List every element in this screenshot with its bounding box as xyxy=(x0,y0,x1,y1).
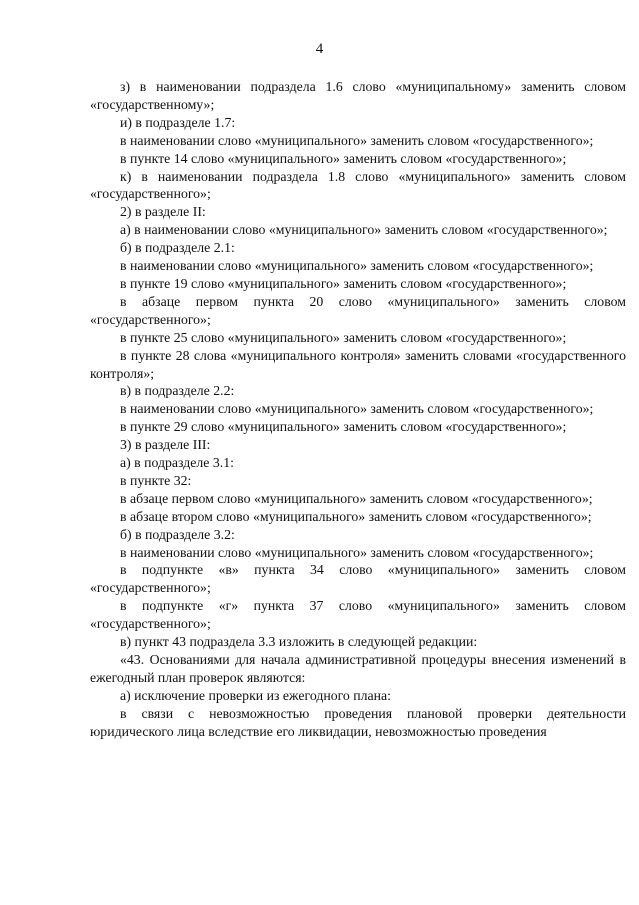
paragraph: 2) в разделе II: xyxy=(120,204,206,220)
paragraph: в) пункт 43 подраздела 3.3 изложить в следующей редакции: xyxy=(120,634,478,650)
paragraph: в наименовании слово «муниципального» заменить словом «государственного»; xyxy=(120,258,594,274)
paragraph: б) в подразделе 3.2: xyxy=(120,526,235,542)
paragraph: б) в подразделе 2.1: xyxy=(120,240,235,256)
paragraph: и) в подразделе 1.7: xyxy=(120,114,236,130)
paragraph: к) в наименовании подраздела 1.8 слово «муниципального» заменить словом «государственного»; xyxy=(90,168,626,202)
paragraph: в пункте 29 слово «муниципального» заменить словом «государственного»; xyxy=(120,419,567,435)
paragraph: в наименовании слово «муниципального» заменить словом «государственного»; xyxy=(120,401,594,417)
paragraph: в связи с невозможностью проведения плановой проверки деятельности юридического лица вследствие его ликвидации, невозможностью проведения xyxy=(90,705,626,739)
paragraph: в пункте 19 слово «муниципального» заменить словом «государственного»; xyxy=(120,275,567,291)
page-number: 4 xyxy=(315,41,324,57)
paragraph: в подпункте «в» пункта 34 слово «муниципального» заменить словом «государственного»; xyxy=(90,562,626,596)
paragraph: а) в подразделе 3.1: xyxy=(120,455,234,471)
paragraph: в абзаце первом слово «муниципального» заменить словом «государственного»; xyxy=(120,490,593,506)
paragraph: в пункте 14 слово «муниципального» заменить словом «государственного»; xyxy=(120,150,567,166)
paragraph: а) в наименовании слово «муниципального» заменить словом «государственного»; xyxy=(120,222,608,238)
paragraph: в) в подразделе 2.2: xyxy=(120,383,235,399)
paragraph: а) исключение проверки из ежегодного плана: xyxy=(120,687,392,703)
paragraph: в пункте 28 слова «муниципального контроля» заменить словами «государственного контроля»; xyxy=(90,347,626,381)
paragraph: в абзаце первом пункта 20 слово «муниципального» заменить словом «государственного»; xyxy=(90,293,626,327)
paragraph: в абзаце втором слово «муниципального» заменить словом «государственного»; xyxy=(120,508,592,524)
paragraph: «43. Основаниями для начала административной процедуры внесения изменений в ежегодный план проверок являются: xyxy=(90,652,626,685)
paragraph: 3) в разделе III: xyxy=(120,437,211,453)
document-body xyxy=(90,78,626,741)
paragraph: в наименовании слово «муниципального» заменить словом «государственного»; xyxy=(120,544,594,560)
paragraph: в подпункте «г» пункта 37 слово «муниципального» заменить словом «государственного»; xyxy=(90,598,626,632)
paragraph: в пункте 25 слово «муниципального» заменить словом «государственного»; xyxy=(120,329,567,345)
paragraph: в пункте 32: xyxy=(120,472,192,488)
paragraph: з) в наименовании подраздела 1.6 слово «муниципальному» заменить словом «государственному»; xyxy=(90,79,626,112)
paragraph: в наименовании слово «муниципального» заменить словом «государственного»; xyxy=(120,132,594,148)
